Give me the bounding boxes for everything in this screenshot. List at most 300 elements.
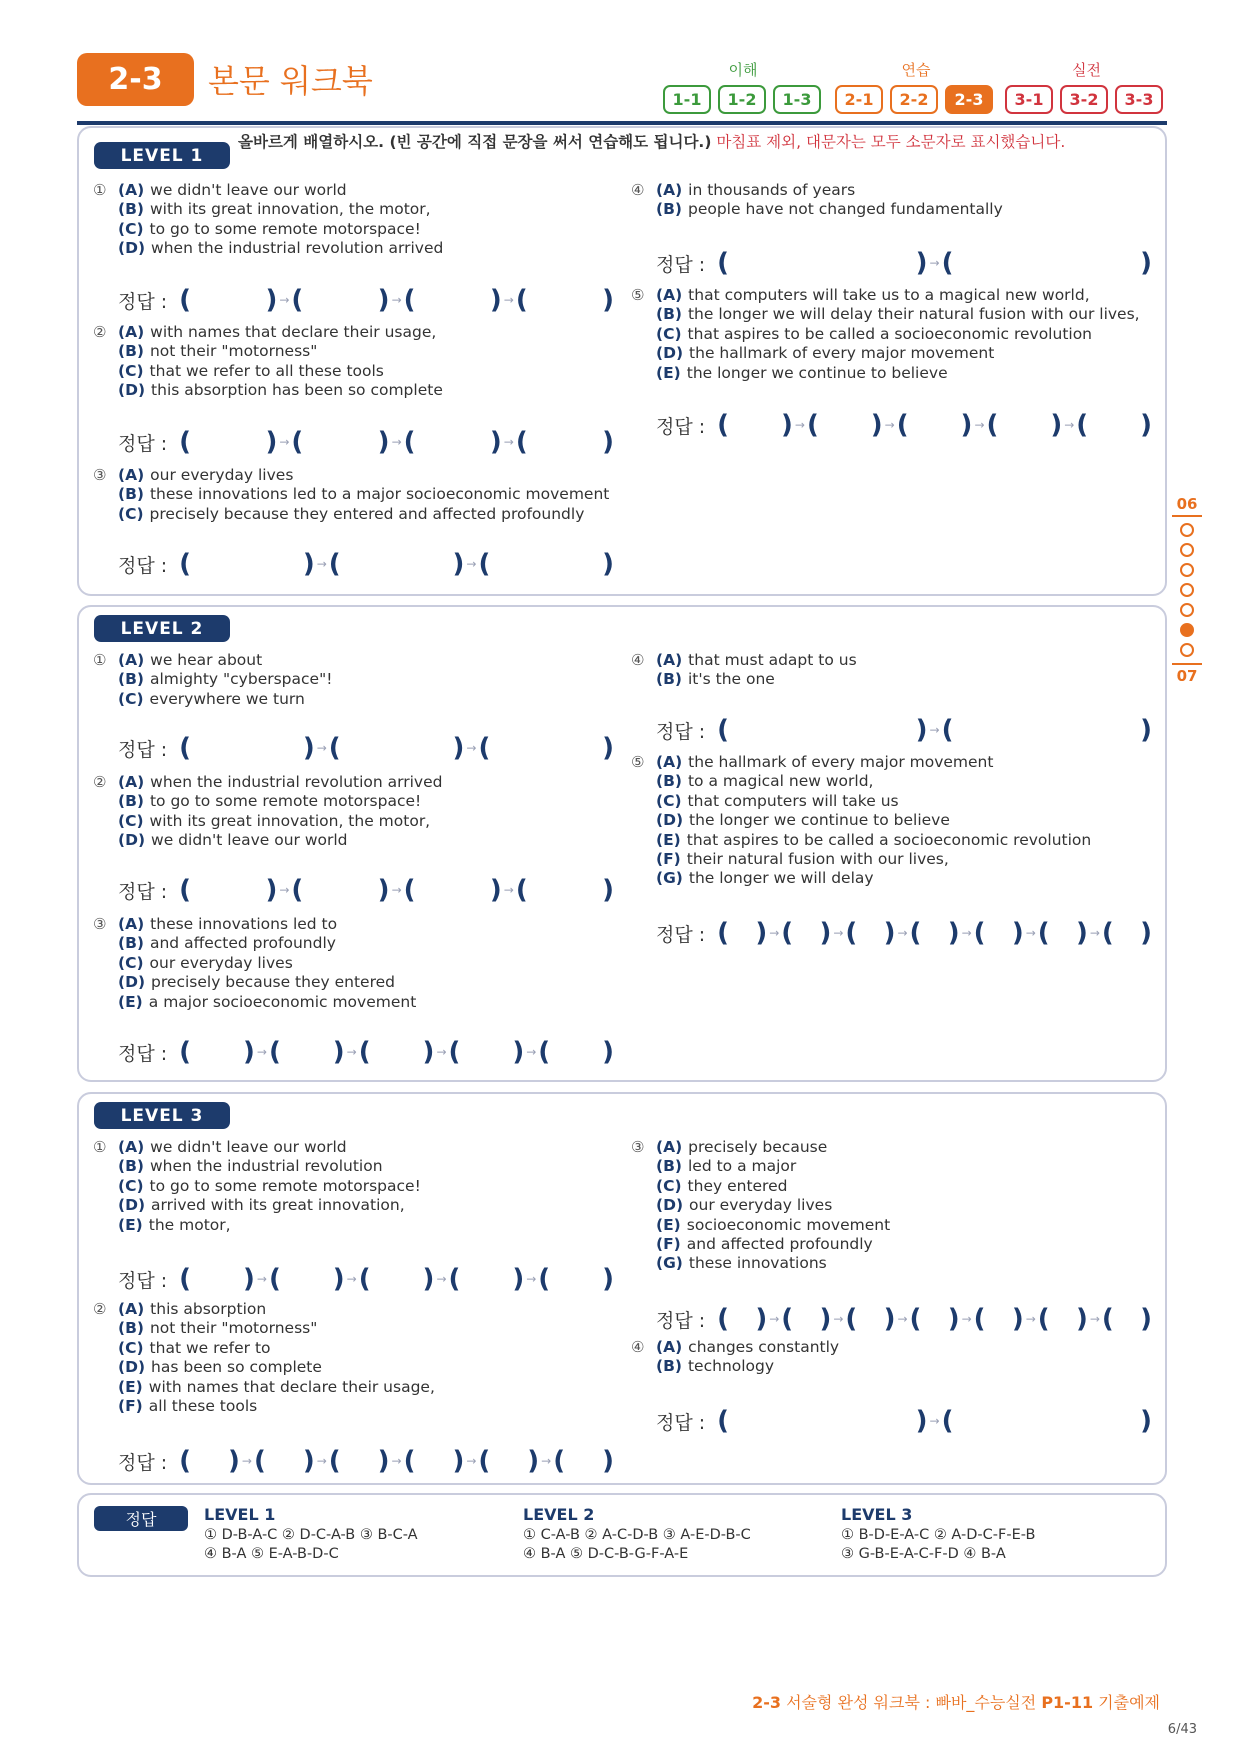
open-paren: ( <box>328 733 341 763</box>
close-paren: ) <box>1140 918 1152 948</box>
question <box>631 181 1151 220</box>
question-number <box>631 344 656 363</box>
answer-label: 정답 : <box>118 880 168 903</box>
answer-slot[interactable] <box>179 735 315 761</box>
option-text: with its great innovation, the motor, <box>149 200 431 219</box>
close-paren: ) <box>602 1446 614 1476</box>
footer-text: 서술형 완성 워크북 : 빠바_수능실전 <box>781 1693 1042 1712</box>
tab-1-2[interactable]: 1-2 <box>718 85 766 114</box>
page-dot-icon[interactable] <box>1180 563 1194 577</box>
question-option <box>93 934 613 953</box>
option-text: the hallmark of every major movement <box>688 753 994 771</box>
option-text: to go to some remote motorspace! <box>149 792 422 811</box>
answer-slot[interactable] <box>942 250 1152 276</box>
answer-slot[interactable] <box>781 920 831 946</box>
answer-slot[interactable] <box>359 1266 435 1292</box>
arrow-icon: → <box>769 926 780 940</box>
answer-slot[interactable] <box>359 1039 435 1065</box>
answer-key-line: ④ B-A ⑤ E-A-B-D-C <box>204 1546 339 1562</box>
question-option <box>93 915 613 934</box>
question-number <box>93 831 118 850</box>
side-nav-page-top: 06 <box>1172 495 1202 517</box>
question-option <box>93 1157 613 1176</box>
answer-slot[interactable] <box>897 412 973 438</box>
arrow-icon: → <box>1025 1312 1036 1326</box>
option-text: a major socioeconomic movement <box>148 992 417 1011</box>
question-number <box>631 869 656 888</box>
option-letter: (C) <box>118 504 144 523</box>
question-number: ② <box>93 773 107 791</box>
option-text: changes constantly <box>688 1338 840 1356</box>
option-letter: (A) <box>118 1138 145 1156</box>
question-option <box>631 1357 1151 1376</box>
option-text: the longer we continue to believe <box>686 363 948 382</box>
answer-slot[interactable] <box>329 551 465 577</box>
open-paren: ( <box>941 1406 954 1436</box>
open-paren: ( <box>1037 1304 1050 1334</box>
answer-row[interactable] <box>118 1446 614 1476</box>
answer-row[interactable] <box>118 1037 614 1067</box>
question <box>93 1300 613 1416</box>
question-number <box>93 381 118 400</box>
answer-slot[interactable] <box>269 1266 345 1292</box>
close-paren: ) <box>870 410 883 440</box>
option-text: to go to some remote motorspace! <box>149 1176 421 1195</box>
open-paren: ( <box>973 1304 986 1334</box>
close-paren: ) <box>602 1264 614 1294</box>
question-option <box>631 651 1151 670</box>
question-option <box>93 323 613 342</box>
close-paren: ) <box>452 1446 465 1476</box>
option-text: socioeconomic movement <box>686 1215 891 1234</box>
close-paren: ) <box>377 875 390 905</box>
option-letter: (A) <box>656 181 683 199</box>
question-option <box>93 181 613 200</box>
open-paren: ( <box>403 1446 416 1476</box>
question-number: ④ <box>631 1338 645 1356</box>
tab-1-1[interactable]: 1-1 <box>663 85 711 114</box>
answer-slot[interactable] <box>179 1266 255 1292</box>
answer-slot[interactable] <box>179 551 315 577</box>
question-number <box>93 1196 118 1215</box>
question-number <box>93 1157 118 1176</box>
answer-slot[interactable] <box>404 877 502 903</box>
open-paren: ( <box>1101 918 1114 948</box>
answer-row[interactable] <box>118 733 614 763</box>
arrow-icon: → <box>526 1272 537 1286</box>
open-paren: ( <box>478 549 491 579</box>
answer-slot[interactable] <box>717 1408 927 1434</box>
footer-part: P1-11 <box>1041 1693 1094 1712</box>
answer-row[interactable] <box>118 1264 614 1294</box>
question-option <box>93 831 613 850</box>
answer-slot[interactable] <box>404 287 502 313</box>
question-option <box>93 1138 613 1157</box>
close-paren: ) <box>947 918 960 948</box>
option-letter: (G) <box>656 869 683 888</box>
answer-key-level-2 <box>523 1505 751 1564</box>
answer-row[interactable] <box>656 1304 1152 1334</box>
option-letter: (C) <box>118 689 144 708</box>
answer-slot[interactable] <box>1038 920 1088 946</box>
answer-row[interactable] <box>118 875 614 905</box>
question <box>93 651 613 709</box>
page-dot-icon[interactable] <box>1180 523 1194 537</box>
answer-row[interactable] <box>656 1406 1152 1436</box>
question-number <box>93 1319 118 1338</box>
option-letter: (C) <box>118 1338 144 1357</box>
answer-slot[interactable] <box>910 920 960 946</box>
arrow-icon: → <box>929 723 940 737</box>
close-paren: ) <box>452 733 465 763</box>
option-text: all these tools <box>148 1397 258 1416</box>
question-number <box>631 1357 656 1376</box>
answer-slot[interactable] <box>478 1448 539 1474</box>
open-paren: ( <box>515 427 528 457</box>
answer-slot[interactable] <box>717 250 927 276</box>
question-option <box>631 1254 1151 1273</box>
side-nav-page-bottom: 07 <box>1172 663 1202 687</box>
question-number: ① <box>93 1138 107 1156</box>
question-number <box>93 505 118 524</box>
tab-2-3[interactable]: 2-3 <box>945 85 993 114</box>
answer-slot[interactable] <box>910 1306 960 1332</box>
open-paren: ( <box>717 410 730 440</box>
option-letter: (D) <box>118 239 146 258</box>
option-text: to go to some remote motorspace! <box>149 219 421 238</box>
answer-slot[interactable] <box>449 1039 525 1065</box>
side-page-nav <box>1172 495 1202 687</box>
answer-slot[interactable] <box>291 429 389 455</box>
tab-2-1[interactable]: 2-1 <box>835 85 883 114</box>
question-option <box>631 1216 1151 1235</box>
close-paren: ) <box>512 1037 525 1067</box>
arrow-icon: → <box>769 1312 780 1326</box>
arrow-icon: → <box>929 256 940 270</box>
answer-slot[interactable] <box>717 920 767 946</box>
close-paren: ) <box>883 1304 896 1334</box>
option-letter: (B) <box>656 200 682 219</box>
open-paren: ( <box>448 1037 461 1067</box>
option-text: not their "motorness" <box>149 1319 318 1338</box>
close-paren: ) <box>915 248 928 278</box>
question-option <box>631 1138 1151 1157</box>
answer-label: 정답 : <box>656 1411 706 1434</box>
answer-slot[interactable] <box>717 1306 767 1332</box>
answer-key-title: LEVEL 3 <box>841 1505 913 1524</box>
option-letter: (A) <box>656 1138 683 1156</box>
close-paren: ) <box>602 733 615 763</box>
answer-slot[interactable] <box>1076 412 1152 438</box>
open-paren: ( <box>179 1037 192 1067</box>
close-paren: ) <box>602 875 615 905</box>
open-paren: ( <box>717 715 730 745</box>
option-text: has been so complete <box>151 1358 322 1377</box>
question-option <box>631 200 1151 219</box>
question-number <box>93 220 118 239</box>
option-letter: (A) <box>118 1300 145 1318</box>
level-3-badge: LEVEL 3 <box>94 1102 230 1129</box>
question-number: ⑤ <box>631 286 645 304</box>
arrow-icon: → <box>503 435 514 449</box>
answer-label: 정답 : <box>656 1309 706 1332</box>
option-text: everywhere we turn <box>149 689 305 708</box>
answer-slot[interactable] <box>1038 1306 1088 1332</box>
question-option <box>631 811 1151 830</box>
answer-slot[interactable] <box>516 877 614 903</box>
option-text: they entered <box>687 1176 788 1195</box>
answer-slot[interactable] <box>987 412 1063 438</box>
question-number <box>93 1397 118 1416</box>
arrow-icon: → <box>346 1045 357 1059</box>
answer-slot[interactable] <box>516 429 614 455</box>
open-paren: ( <box>941 248 954 278</box>
question-number <box>631 1157 656 1176</box>
option-letter: (C) <box>656 1176 682 1195</box>
close-paren: ) <box>242 1264 255 1294</box>
open-paren: ( <box>538 1037 551 1067</box>
option-text: that must adapt to us <box>688 651 857 669</box>
question-option <box>93 1378 613 1397</box>
question-option <box>93 505 613 524</box>
option-letter: (B) <box>656 305 682 324</box>
option-letter: (D) <box>118 831 146 850</box>
answer-slot[interactable] <box>516 287 614 313</box>
answer-slot[interactable] <box>478 735 614 761</box>
answer-slot[interactable] <box>329 1448 390 1474</box>
instruction-main: 올바르게 배열하시오. <box>238 133 385 151</box>
answer-label: 정답 : <box>118 1451 168 1474</box>
close-paren: ) <box>489 875 502 905</box>
answer-slot[interactable] <box>538 1039 614 1065</box>
answer-slot[interactable] <box>974 1306 1024 1332</box>
option-text: these innovations led to a major socioeconomic movement <box>149 485 610 504</box>
question-number: ② <box>93 323 107 341</box>
question <box>93 466 613 524</box>
question-option <box>93 690 613 709</box>
answer-slot[interactable] <box>179 429 277 455</box>
answer-slot[interactable] <box>179 877 277 903</box>
question-number <box>631 364 656 383</box>
page-dot-current-icon[interactable] <box>1180 623 1194 637</box>
close-paren: ) <box>527 1446 540 1476</box>
open-paren: ( <box>268 1264 281 1294</box>
answer-slot[interactable] <box>1102 920 1152 946</box>
footer-suffix: 기출예제 <box>1093 1693 1160 1712</box>
answer-slot[interactable] <box>179 1448 240 1474</box>
answer-slot[interactable] <box>807 412 883 438</box>
level-1-badge: LEVEL 1 <box>94 142 230 169</box>
close-paren: ) <box>512 1264 525 1294</box>
answer-row[interactable] <box>656 715 1152 745</box>
option-text: that we refer to <box>149 1338 271 1357</box>
close-paren: ) <box>377 1446 390 1476</box>
option-text: in thousands of years <box>688 181 856 199</box>
question-option <box>93 1300 613 1319</box>
option-letter: (D) <box>118 973 146 992</box>
answer-slot[interactable] <box>291 877 389 903</box>
page-dot-icon[interactable] <box>1180 643 1194 657</box>
answer-slot[interactable] <box>179 1039 255 1065</box>
option-letter: (C) <box>118 811 144 830</box>
question <box>93 915 613 1012</box>
answer-slot[interactable] <box>329 735 465 761</box>
option-text: with its great innovation, the motor, <box>149 811 431 830</box>
question-option <box>93 466 613 485</box>
option-letter: (E) <box>118 1377 143 1396</box>
option-text: and affected profoundly <box>686 1235 873 1254</box>
question-number <box>631 792 656 811</box>
option-text: we didn't leave our world <box>150 1138 347 1156</box>
answer-slot[interactable] <box>538 1266 614 1292</box>
open-paren: ( <box>358 1037 371 1067</box>
question-number <box>93 485 118 504</box>
answer-row[interactable] <box>656 918 1152 948</box>
question-option <box>631 753 1151 772</box>
tab-3-2[interactable]: 3-2 <box>1060 85 1108 114</box>
option-text: not their "motorness" <box>149 342 318 361</box>
question-number <box>631 1235 656 1254</box>
question-option <box>93 670 613 689</box>
question-option <box>631 1157 1151 1176</box>
close-paren: ) <box>755 1304 768 1334</box>
open-paren: ( <box>717 918 730 948</box>
open-paren: ( <box>358 1264 371 1294</box>
answer-slot[interactable] <box>449 1266 525 1292</box>
option-text: these innovations led to <box>150 915 338 933</box>
tab-2-2[interactable]: 2-2 <box>890 85 938 114</box>
arrow-icon: → <box>794 418 805 432</box>
question-option <box>93 792 613 811</box>
answer-row[interactable] <box>118 427 614 457</box>
question-number: ③ <box>631 1138 645 1156</box>
page-dot-icon[interactable] <box>1180 543 1194 557</box>
option-text: with names that declare their usage, <box>148 1377 435 1396</box>
close-paren: ) <box>228 1446 240 1476</box>
option-text: precisely because they entered <box>151 973 395 992</box>
arrow-icon: → <box>897 926 908 940</box>
option-text: when the industrial revolution <box>149 1157 383 1176</box>
question-number <box>631 850 656 869</box>
option-letter: (C) <box>118 219 144 238</box>
question-option <box>631 1235 1151 1254</box>
question-option <box>93 1177 613 1196</box>
tab-3-1[interactable]: 3-1 <box>1005 85 1053 114</box>
answer-slot[interactable] <box>942 1408 1152 1434</box>
arrow-icon: → <box>316 1454 327 1468</box>
answer-row[interactable] <box>118 285 614 315</box>
option-text: and affected profoundly <box>149 934 336 953</box>
open-paren: ( <box>845 918 858 948</box>
question-number <box>93 812 118 831</box>
tab-1-3[interactable]: 1-3 <box>773 85 821 114</box>
close-paren: ) <box>1075 918 1088 948</box>
arrow-icon: → <box>391 1454 402 1468</box>
answer-key-box <box>77 1493 1167 1577</box>
answer-slot[interactable] <box>717 412 793 438</box>
arrow-icon: → <box>526 1045 537 1059</box>
answer-slot[interactable] <box>717 717 927 743</box>
question <box>631 286 1151 383</box>
answer-slot[interactable] <box>478 551 614 577</box>
answer-slot[interactable] <box>974 920 1024 946</box>
question-option <box>631 305 1151 324</box>
option-text: the hallmark of every major movement <box>689 344 995 363</box>
open-paren: ( <box>986 410 999 440</box>
arrow-icon: → <box>974 418 985 432</box>
answer-slot[interactable] <box>845 1306 895 1332</box>
close-paren: ) <box>489 285 502 315</box>
answer-label: 정답 : <box>118 738 168 761</box>
option-letter: (B) <box>656 772 682 791</box>
question-number: ④ <box>631 651 645 669</box>
arrow-icon: → <box>256 1272 267 1286</box>
open-paren: ( <box>1101 1304 1114 1334</box>
tab-3-3[interactable]: 3-3 <box>1115 85 1163 114</box>
tab-group-label-real: 실전 <box>1072 61 1101 79</box>
open-paren: ( <box>806 410 819 440</box>
page-dot-icon[interactable] <box>1180 603 1194 617</box>
question-option <box>93 1339 613 1358</box>
answer-slot[interactable] <box>404 429 502 455</box>
open-paren: ( <box>538 1264 551 1294</box>
close-paren: ) <box>302 549 315 579</box>
instruction <box>238 133 1150 152</box>
close-paren: ) <box>915 1406 928 1436</box>
question-number: ③ <box>93 466 107 484</box>
open-paren: ( <box>403 427 416 457</box>
answer-slot[interactable] <box>942 717 1152 743</box>
answer-slot[interactable] <box>1102 1306 1152 1332</box>
answer-label: 정답 : <box>118 554 168 577</box>
option-text: to a magical new world, <box>687 772 874 791</box>
answer-slot[interactable] <box>845 920 895 946</box>
arrow-icon: → <box>541 1454 552 1468</box>
open-paren: ( <box>291 427 304 457</box>
answer-slot[interactable] <box>291 287 389 313</box>
question <box>631 1338 1151 1377</box>
option-letter: (B) <box>656 1357 682 1376</box>
question-option <box>93 342 613 361</box>
close-paren: ) <box>265 427 278 457</box>
page-dot-icon[interactable] <box>1180 583 1194 597</box>
option-letter: (C) <box>118 953 144 972</box>
open-paren: ( <box>478 1446 491 1476</box>
answer-slot[interactable] <box>179 287 277 313</box>
close-paren: ) <box>819 1304 832 1334</box>
open-paren: ( <box>328 1446 341 1476</box>
option-letter: (D) <box>118 1196 146 1215</box>
answer-slot[interactable] <box>254 1448 315 1474</box>
option-letter: (A) <box>118 773 145 791</box>
open-paren: ( <box>179 285 192 315</box>
answer-row[interactable] <box>656 248 1152 278</box>
answer-slot[interactable] <box>404 1448 465 1474</box>
answer-slot[interactable] <box>269 1039 345 1065</box>
answer-slot[interactable] <box>553 1448 614 1474</box>
option-text: the longer we continue to believe <box>689 811 950 830</box>
tab-group-label-understand: 이해 <box>728 61 758 79</box>
answer-label: 정답 : <box>656 253 706 276</box>
option-letter: (B) <box>118 1157 144 1176</box>
question <box>93 1138 613 1235</box>
answer-slot[interactable] <box>781 1306 831 1332</box>
option-text: this absorption <box>150 1300 267 1318</box>
answer-row[interactable] <box>118 549 614 579</box>
answer-row[interactable] <box>656 410 1152 440</box>
answer-key-title: LEVEL 2 <box>523 1505 595 1524</box>
option-text: that aspires to be called a socioeconomic revolution <box>687 324 1093 343</box>
